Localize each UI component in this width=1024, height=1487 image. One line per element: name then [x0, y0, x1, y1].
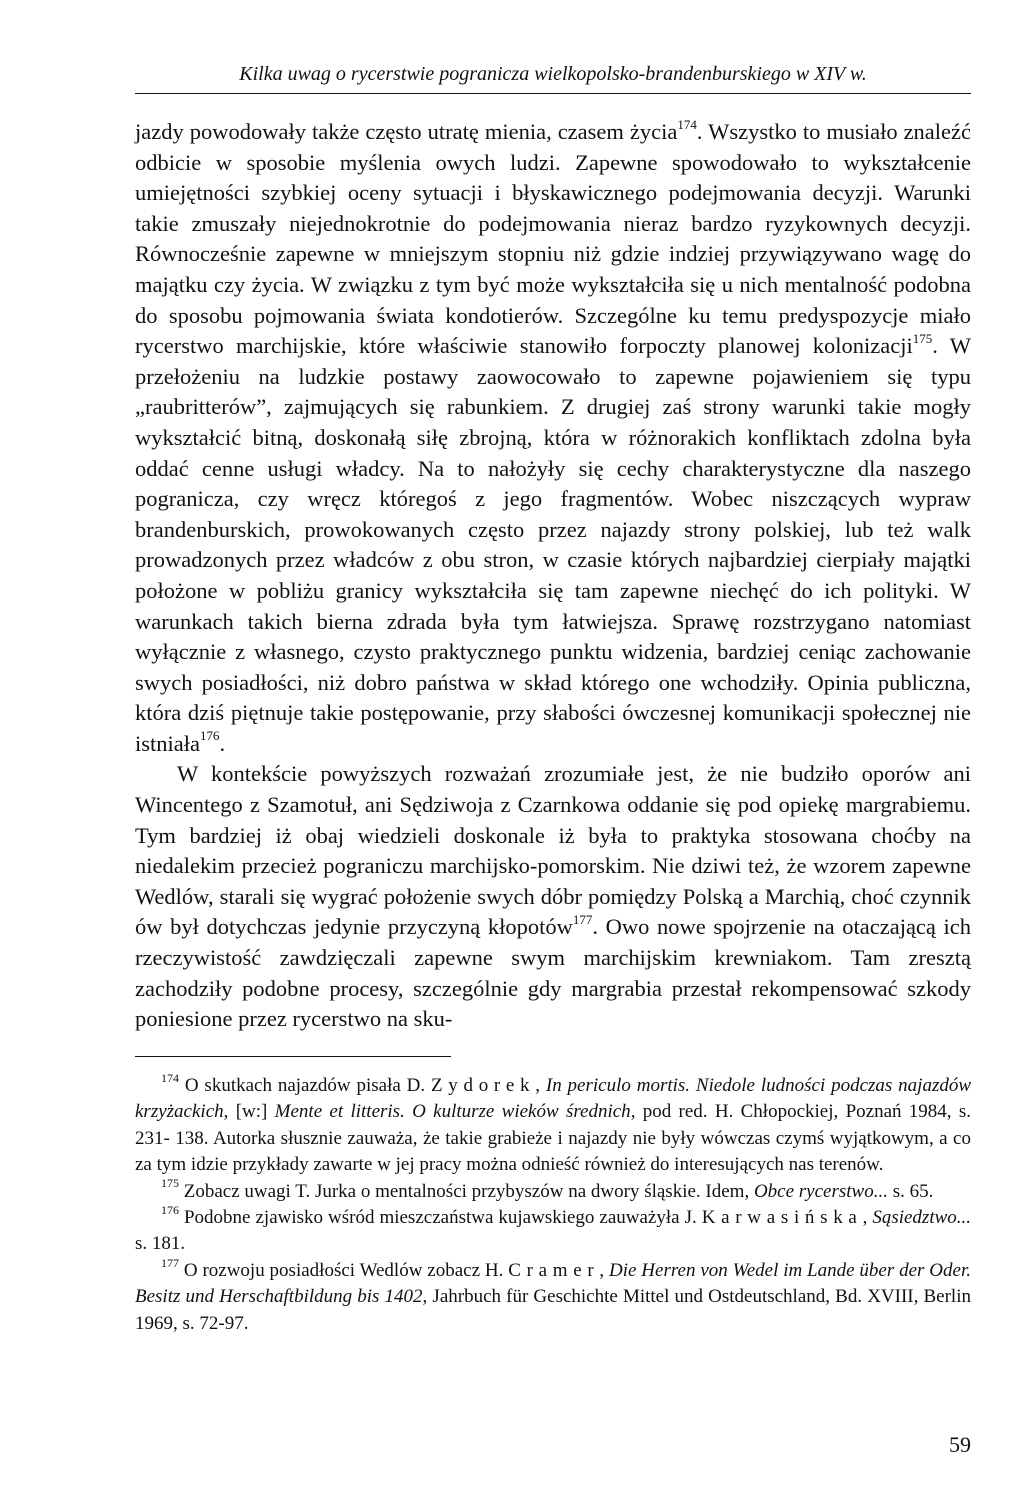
paragraph-2	[135, 759, 971, 1034]
paragraph-1-text-d: .	[219, 730, 226, 756]
footnote-ref-176: 176	[199, 728, 220, 744]
footnote-number: 176	[161, 1202, 179, 1217]
paragraph-1-text-a: jazdy powodowały także często utratę mienia, czasem życia	[135, 119, 678, 144]
footnote-text: ,	[599, 1259, 609, 1281]
footnote-text: , [w:]	[223, 1101, 275, 1123]
footnote-174	[135, 1070, 972, 1179]
footnote-author: Cramer	[508, 1259, 600, 1281]
footnote-number: 175	[161, 1176, 179, 1191]
footnote-text: s. 181.	[135, 1233, 186, 1255]
paragraph-2-text-a: W kontekście powyższych rozważań zrozumiałe jest, że nie budziło oporów ani Wincentego z Szamotuł, ani Sędziwoja z Czarnkowa oddanie się pod opiekę margrabiemu. Tym bardziej iż obaj wiedzieli doskonale iż była to praktyka stosowana choćby na niedalekim przecież pograniczu marchijsko-pomorskim. Nie dziwi też, że wzorem zapewne Wedlów, starali się wygrać położenie swych dóbr pomiędzy Polską a Marchią, choć czynnik ów był dotychczas jedynie przyczyną kłopotów	[135, 761, 971, 940]
page-number: 59	[949, 1432, 971, 1457]
paragraph-2-text-b: . Owo nowe spojrzenie na otaczającą ich rzeczywistość zawdzięczali zapewne swym marchijskim krewniakom. Tam zresztą zachodziły podobne procesy, szczególnie gdy margrabia przestał rekompensować szkody poniesione przez rycerstwo na sku-	[135, 914, 971, 1032]
footnote-text: s. 65.	[887, 1180, 934, 1202]
footnote-text: , pod red. H. Chłopockiej, Poznań 1984, s. 231- 138. Autorka słusznie zauważa, że takie grabieże i najazdy nie były wówczas czymś wyjątkowym, a co za tym idzie przykłady zawarte w jej pracy można odnieść również do interesujących nas terenów.	[135, 1101, 972, 1176]
footnotes	[135, 1070, 972, 1337]
footnote-title: Die Herren von Wedel im Lande über der Oder. Besitz und Herschaftbildung bis 1402	[135, 1259, 971, 1308]
footnote-title: Sąsiedztwo...	[872, 1207, 972, 1229]
footnote-text: , Jahrbuch für Geschichte Mittel und Ostdeutschland, Bd. XVIII, Berlin 1969, s. 72-97.	[135, 1286, 971, 1334]
footnote-ref-174: 174	[677, 116, 697, 132]
footnote-title: Mente et litteris. O kulturze wieków średnich	[274, 1101, 631, 1123]
main-text	[135, 117, 971, 1035]
footnote-title: Obce rycerstwo...	[753, 1180, 888, 1202]
footnote-177	[135, 1255, 971, 1337]
paragraph-1	[135, 117, 971, 759]
footnote-author: Zydorek	[430, 1075, 536, 1096]
paragraph-1-text-b: . Wszystko to musiało znaleźć odbicie w sposobie myślenia owych ludzi. Zapewne spowodowało to wykształcenie umiejętności szybkiej oceny sytuacji i błyskawicznego podejmowania decyzji. Warunki takie zmuszały niejednokrotnie do podejmowania nieraz bardzo ryzykownych decyzji. Równocześnie zapewne w mniejszym stopniu niż gdzie indziej przywiązywano wagę do majątku czy życia. W związku z tym być może wykształciła się u nich mentalność podobna do sposobu pojmowania świata kondotierów. Szczególne ku temu predyspozycje miało rycerstwo marchijskie, które właściwie stanowiło forpoczty planowej kolonizacji	[135, 119, 972, 359]
footnote-rule	[135, 1056, 451, 1057]
running-head: Kilka uwag o rycerstwie pogranicza wielkopolsko-brandenburskiego w XIV w.	[239, 63, 867, 85]
footnote-text: O skutkach najazdów pisała D.	[179, 1075, 431, 1096]
footnote-text: ,	[535, 1075, 546, 1096]
footnote-author: Karwasińska	[701, 1207, 863, 1229]
footnote-175	[135, 1176, 971, 1205]
footnote-number: 174	[161, 1070, 179, 1085]
footnote-176	[135, 1202, 972, 1258]
footnote-text: ,	[862, 1207, 873, 1229]
footnote-text: Zobacz uwagi T. Jurka o mentalności przybyszów na dwory śląskie. Idem,	[179, 1180, 754, 1202]
footnote-number: 177	[161, 1255, 179, 1270]
footnote-title: In periculo mortis. Niedole ludności podczas najazdów krzyżackich	[135, 1075, 972, 1123]
header-rule	[135, 93, 971, 94]
footnote-ref-175: 175	[912, 330, 933, 346]
footnote-ref-177: 177	[572, 911, 593, 927]
footnote-text: O rozwoju posiadłości Wedlów zobacz H.	[179, 1259, 509, 1281]
paragraph-1-text-c: . W przełożeniu na ludzkie postawy zaowocowało to zapewne pojawieniem się typu „raubritterów”, zajmujących się rabunkiem. Z drugiej zaś strony warunki takie mogły wykształcić bitną, doskonałą siłę zbrojną, która w różnorakich konfliktach zdolna była oddać cenne usługi władcy. Na to nałożyły się cechy charakterystyczne dla naszego pogranicza, czy wręcz któregoś z jego fragmentów. Wobec niszczących wypraw brandenburskich, prowokowanych często przez najazdy strony polskiej, lub też walk prowadzonych przez władców z obu stron, w czasie których najbardziej cierpiały majątki położone w pobliżu granicy wykształciła się tam zapewne niechęć do ich polityki. W warunkach takich bierna zdrada była tym łatwiejsza. Sprawę rozstrzygano natomiast wyłącznie z własnego, czysto praktycznego punktu widzenia, bardziej ceniąc zachowanie swych posiadłości, niż dobro państwa w skład którego one wchodziły. Opinia publiczna, która dziś piętnuje takie postępowanie, przy słabości ówczesnej komunikacji społecznej nie istniała	[135, 333, 971, 756]
footnote-text: Podobne zjawisko wśród mieszczaństwa kujawskiego zauważyła J.	[179, 1207, 702, 1229]
